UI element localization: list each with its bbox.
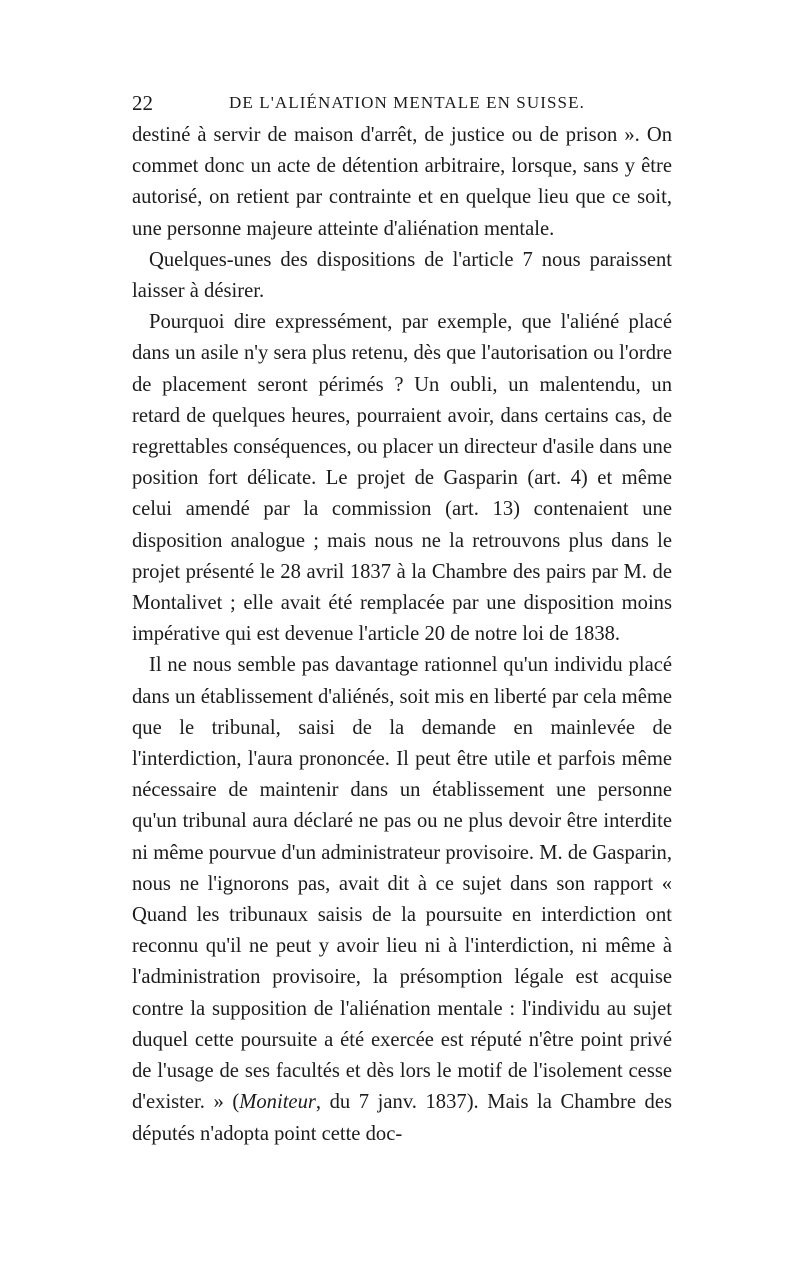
- paragraph: Pourquoi dire expressément, par exemple, que l'aliéné placé dans un asile n'y sera plus retenu, dès que l'autorisation ou l'ordre de placement seront périmés ? Un oubli, un malentendu, un retard de quelques heures, pourraient avoir, dans certains cas, de regrettables conséquences, ou placer un directeur d'asile dans une position fort délicate. Le projet de Gasparin (art. 4) et même celui amendé par la commission (art. 13) contenaient une disposition analogue ; mais nous ne la retrouvons plus dans le projet présenté le 28 avril 1837 à la Chambre des pairs par M. de Montalivet ; elle avait été remplacée par une disposition moins impérative qui est devenue l'article 20 de notre loi de 1838.: [132, 311, 672, 646]
- italic-citation: Moniteur: [239, 1091, 316, 1114]
- running-title: DE L'ALIÉNATION MENTALE EN SUISSE.: [229, 93, 585, 112]
- paragraph-text: Il ne nous semble pas davantage rationnel qu'un individu placé dans un établissement d'aliénés, soit mis en liberté par cela même que le tribunal, saisi de la demande en mainlevée de l'interdiction, l'aura prononcée. Il peut être utile et parfois même nécessaire de maintenir dans un établissement une personne qu'un tribunal aura déclaré ne pas ou ne plus devoir être interdite ni même pourvue d'un administrateur provisoire. M. de Gasparin, nous ne l'ignorons pas, avait dit à ce sujet dans son rapport « Quand les tribunaux saisis de la poursuite en interdiction ont reconnu qu'il ne peut y avoir lieu ni à l'interdiction, ni même à l'administration provisoire, la présomption légale est acquise contre la supposition de l'aliénation mentale : l'individu au sujet duquel cette poursuite a été exercée est réputé n'être point privé de l'usage de ses facultés et dès lors le motif de l'isolement cesse d'exister. » (: [132, 654, 672, 1114]
- page-header: [132, 88, 672, 118]
- paragraph-text: , du 7 janv. 1837). Mais la Chambre des députés n'adopta point cette doc-: [132, 1091, 672, 1145]
- paragraph-continued: destiné à servir de maison d'arrêt, de justice ou de prison ». On commet donc un acte de détention arbitraire, lorsque, sans y être autorisé, on retient par contrainte et en quelque lieu que ce soit, une personne majeure atteinte d'aliénation mentale.: [132, 124, 672, 240]
- body-text: [132, 120, 672, 1150]
- paragraph: Quelques-unes des dispositions de l'article 7 nous paraissent laisser à désirer.: [132, 248, 672, 303]
- paragraph: [132, 650, 672, 1149]
- book-page: [132, 88, 672, 1150]
- page-number: 22: [132, 91, 153, 115]
